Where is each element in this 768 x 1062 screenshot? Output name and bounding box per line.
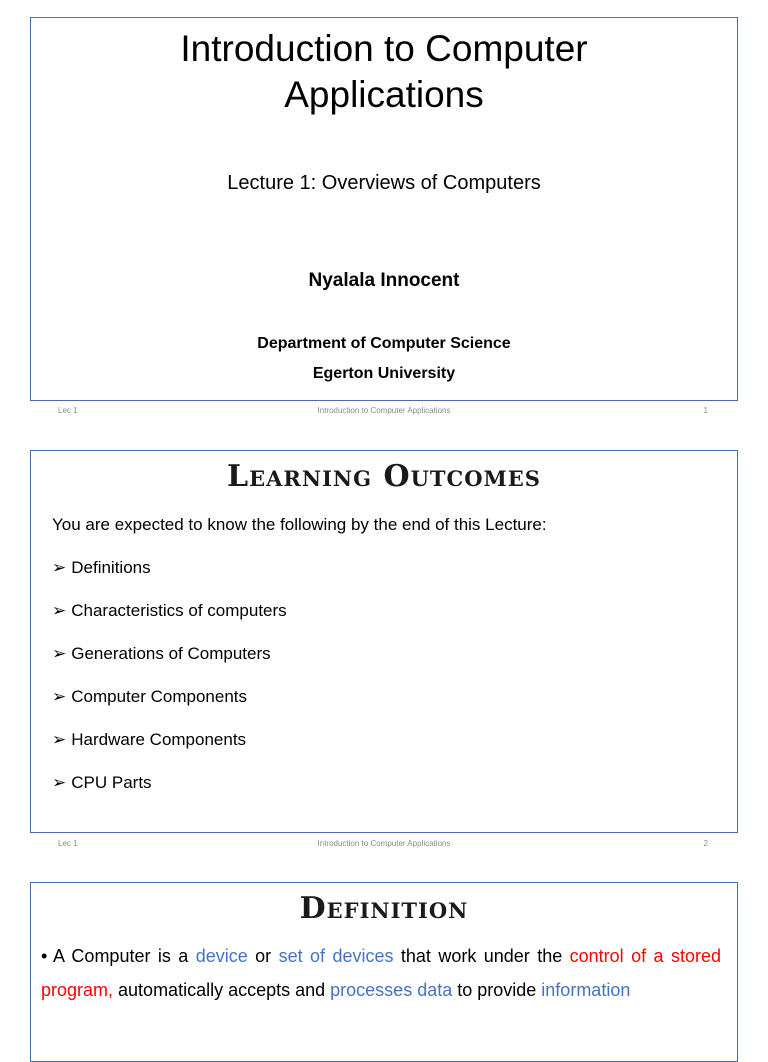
text-segment: automatically accepts and bbox=[113, 980, 331, 1000]
text-segment: to provide bbox=[452, 980, 542, 1000]
list-item-label: Characteristics of computers bbox=[71, 601, 287, 620]
text-segment: A Computer is a bbox=[53, 946, 196, 966]
highlight-information: information bbox=[541, 980, 631, 1000]
list-item-label: Hardware Components bbox=[71, 730, 247, 749]
slide-2-footer bbox=[30, 839, 738, 853]
affiliation bbox=[31, 329, 737, 389]
footer-left: Lec 1 bbox=[58, 839, 78, 848]
list-item bbox=[52, 730, 287, 773]
list-item-label: CPU Parts bbox=[71, 773, 152, 792]
highlight-processes-data: processes data bbox=[330, 980, 453, 1000]
title-line-1: Introduction to Computer bbox=[180, 28, 588, 69]
footer-center: Introduction to Computer Applications bbox=[317, 406, 451, 415]
list-item bbox=[52, 687, 287, 730]
list-item bbox=[52, 773, 287, 816]
slide-3 bbox=[30, 882, 738, 1062]
list-item-label: Computer Components bbox=[71, 687, 248, 706]
outcomes-list bbox=[52, 558, 287, 816]
slide-heading: Definition bbox=[299, 891, 469, 926]
arrow-bullet-icon: ➢ bbox=[52, 601, 67, 620]
author-name: Nyalala Innocent bbox=[308, 270, 460, 291]
list-item-label: Definitions bbox=[71, 558, 151, 577]
list-item-label: Generations of Computers bbox=[71, 644, 271, 663]
highlight-stored-program: control of a stored program, bbox=[41, 946, 721, 1000]
slide-1 bbox=[30, 17, 738, 401]
arrow-bullet-icon: ➢ bbox=[52, 730, 67, 749]
department: Department of Computer Science bbox=[257, 335, 511, 352]
list-item bbox=[52, 601, 287, 644]
highlight-device: device bbox=[195, 946, 248, 966]
footer-left: Lec 1 bbox=[58, 406, 78, 415]
title-line-2: Applications bbox=[284, 74, 484, 115]
intro-text: You are expected to know the following by the end of this Lecture: bbox=[52, 515, 547, 534]
slide-1-footer bbox=[30, 406, 738, 420]
arrow-bullet-icon: ➢ bbox=[52, 687, 67, 706]
definition-paragraph bbox=[41, 939, 721, 1007]
arrow-bullet-icon: ➢ bbox=[52, 773, 67, 792]
bullet-icon: • bbox=[41, 946, 48, 966]
slide-subtitle: Lecture 1: Overviews of Computers bbox=[227, 172, 541, 194]
slide-title bbox=[31, 26, 737, 118]
list-item bbox=[52, 644, 287, 687]
footer-page-number: 1 bbox=[703, 406, 708, 415]
university: Egerton University bbox=[312, 365, 456, 382]
slide-2 bbox=[30, 450, 738, 833]
footer-page-number: 2 bbox=[703, 839, 708, 848]
arrow-bullet-icon: ➢ bbox=[52, 644, 67, 663]
footer-center: Introduction to Computer Applications bbox=[317, 839, 451, 848]
text-segment: that work under the bbox=[393, 946, 570, 966]
arrow-bullet-icon: ➢ bbox=[52, 558, 67, 577]
text-segment: or bbox=[247, 946, 279, 966]
slide-heading: Learning Outcomes bbox=[227, 459, 541, 494]
list-item bbox=[52, 558, 287, 601]
highlight-set-of-devices: set of devices bbox=[278, 946, 394, 966]
